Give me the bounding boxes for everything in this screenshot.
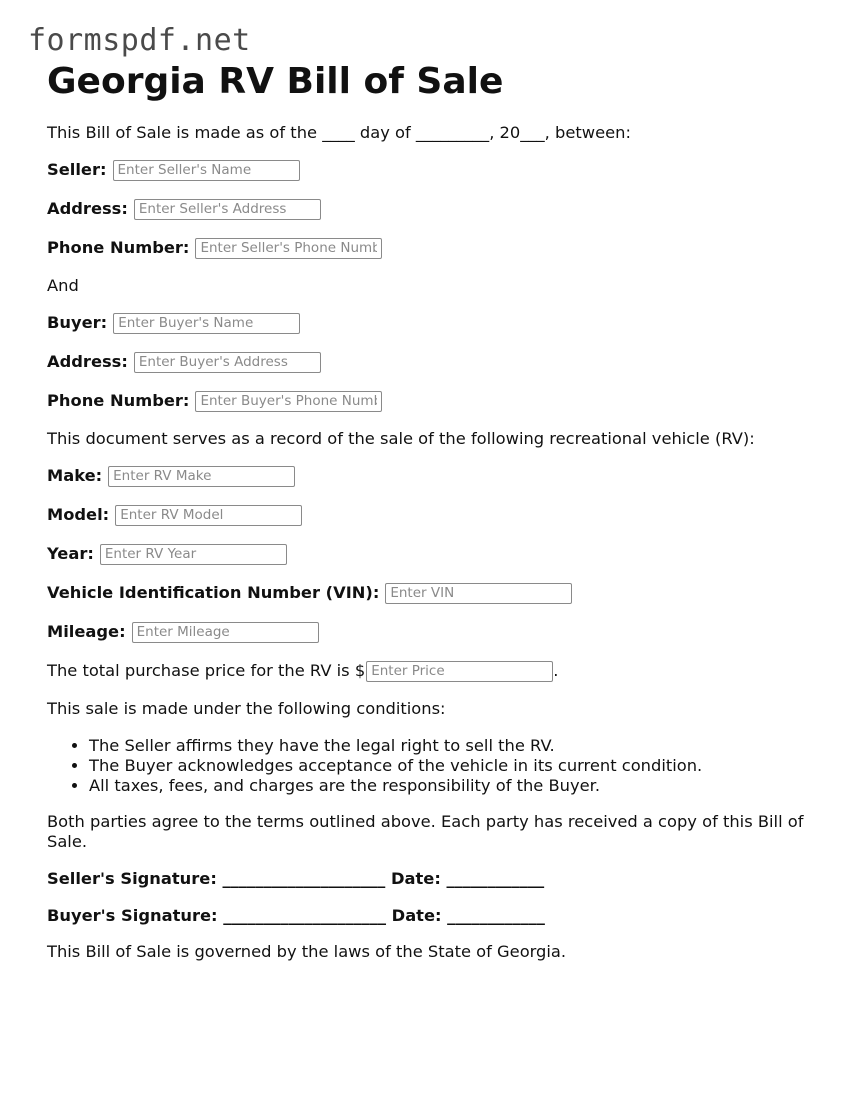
buyer-name-input[interactable] — [113, 313, 300, 334]
seller-name-row — [47, 159, 300, 181]
conditions-intro: This sale is made under the following conditions: — [47, 699, 446, 718]
price-prefix: The total purchase price for the RV is $ — [47, 661, 366, 680]
buyer-name-row — [47, 312, 300, 334]
buyer-signature-line: Buyer's Signature: ____________________ Date: ____________ — [47, 906, 545, 925]
make-input[interactable] — [108, 466, 295, 487]
buyer-phone-input[interactable] — [195, 391, 382, 412]
seller-address-label: Address: — [47, 199, 128, 218]
mileage-label: Mileage: — [47, 622, 126, 641]
mileage-row — [47, 621, 319, 643]
year-row — [47, 543, 287, 565]
model-input[interactable] — [115, 505, 302, 526]
buyer-address-row — [47, 351, 321, 373]
document — [47, 60, 817, 961]
watermark: formspdf.net — [28, 23, 251, 58]
year-label: Year: — [47, 544, 94, 563]
price-row — [47, 660, 558, 682]
governing-text: This Bill of Sale is governed by the laws of the State of Georgia. — [47, 942, 567, 961]
condition-item: • The Buyer acknowledges acceptance of the vehicle in its current condition. — [89, 756, 702, 776]
record-text: This document serves as a record of the sale of the following recreational vehicle (RV): — [47, 429, 755, 448]
agreement-text: Both parties agree to the terms outlined above. Each party has received a copy of this Bill of Sale. — [47, 812, 804, 851]
seller-address-row — [47, 198, 321, 220]
seller-phone-label: Phone Number: — [47, 238, 190, 257]
buyer-name-label: Buyer: — [47, 313, 108, 332]
seller-signature-line: Seller's Signature: ____________________ Date: ____________ — [47, 869, 545, 888]
make-label: Make: — [47, 466, 103, 485]
buyer-phone-row — [47, 390, 382, 412]
condition-item: • All taxes, fees, and charges are the responsibility of the Buyer. — [89, 776, 702, 796]
vin-label: Vehicle Identification Number (VIN): — [47, 583, 380, 602]
intro-text: This Bill of Sale is made as of the ____ day of _________, 20___, between: — [47, 123, 631, 142]
price-input[interactable] — [366, 661, 553, 682]
make-row — [47, 465, 295, 487]
buyer-address-input[interactable] — [134, 352, 321, 373]
condition-item: • The Seller affirms they have the legal right to sell the RV. — [89, 736, 702, 756]
model-row — [47, 504, 302, 526]
model-label: Model: — [47, 505, 110, 524]
year-input[interactable] — [100, 544, 287, 565]
seller-phone-input[interactable] — [195, 238, 382, 259]
page-title: Georgia RV Bill of Sale — [47, 61, 504, 102]
and-text: And — [47, 276, 79, 295]
price-suffix: . — [553, 661, 559, 680]
vin-row — [47, 582, 572, 604]
vin-input[interactable] — [385, 583, 572, 604]
buyer-address-label: Address: — [47, 352, 128, 371]
seller-name-label: Seller: — [47, 160, 107, 179]
seller-name-input[interactable] — [113, 160, 300, 181]
mileage-input[interactable] — [132, 622, 319, 643]
seller-address-input[interactable] — [134, 199, 321, 220]
buyer-phone-label: Phone Number: — [47, 391, 190, 410]
seller-phone-row — [47, 237, 382, 259]
conditions-list — [47, 736, 702, 796]
